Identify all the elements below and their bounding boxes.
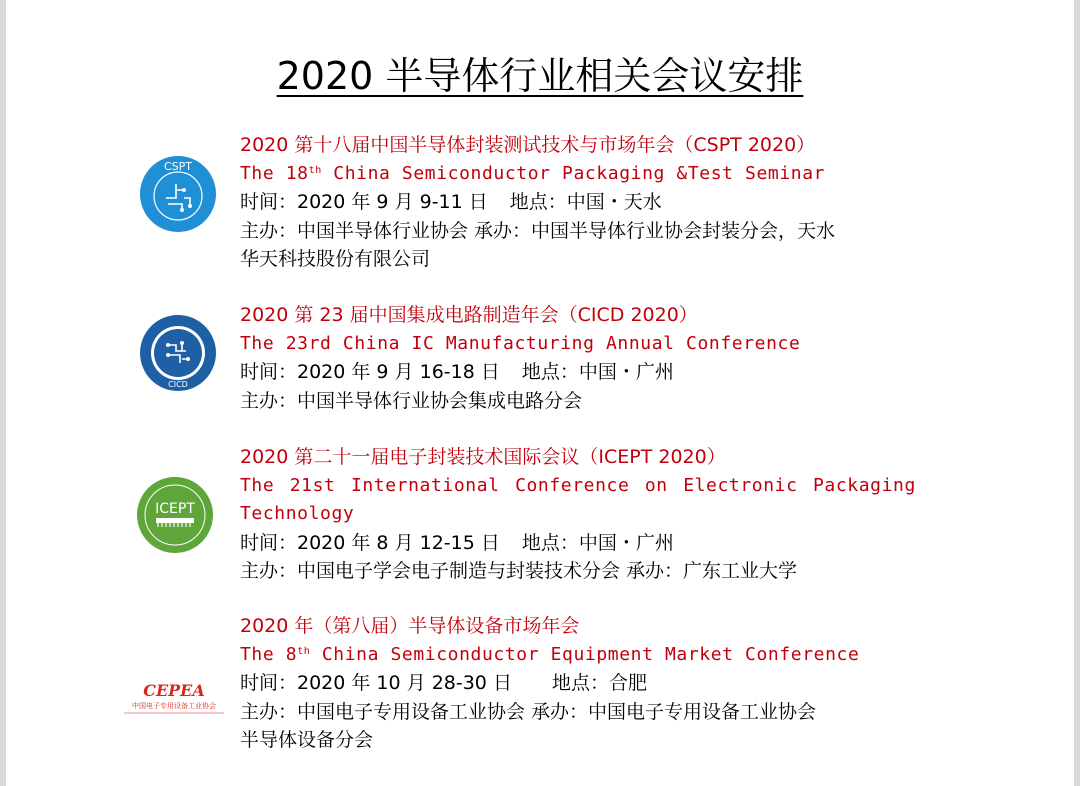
en-title-sup: th [297,645,311,657]
conference-2-zh-title: 2020 第 23 届中国集成电路制造年会（CICD 2020） [240,304,698,326]
conference-4-zh-title: 2020 年（第八届）半导体设备市场年会 [240,615,580,637]
conference-3 [240,443,920,586]
en-word: 21st [289,474,336,496]
conference-2-host: 主办：中国半导体行业协会集成电路分会 [240,389,583,412]
conference-place: 地点：合肥 [551,672,647,694]
conference-3-time-place [240,529,920,558]
conference-2-en-title: The 23rd China IC Manufacturing Annual Conference [240,332,801,354]
conference-4-host-cont: 半导体设备分会 [240,729,374,751]
en-word: The [240,474,275,496]
en-title-part: The 8 [240,643,298,665]
page-edge-left [0,0,6,786]
conference-1-host-cont: 华天科技股份有限公司 [240,248,431,270]
conference-3-en-title [240,472,916,501]
cicd-logo [138,313,218,393]
en-word: International [350,474,500,496]
conference-1-time-place [240,188,920,217]
cepea-logo [116,680,232,718]
page-title: 2020 半导体行业相关会议安排 [276,54,804,98]
conference-1-en-title [240,160,920,189]
conference-place: 地点：中国・广州 [521,531,674,554]
conference-3-zh-title: 2020 第二十一届电子封装技术国际会议（ICEPT 2020） [240,446,726,468]
cspt-logo [138,154,218,234]
en-word: on [644,474,668,496]
cicd-logo-text: CICD [168,380,188,389]
en-word: Conference [515,474,630,496]
en-title-part: China Semiconductor Packaging &Test Seminar [321,162,826,184]
conference-time: 时间：2020 年 10 月 28-30 日 [240,672,512,694]
conference-4 [240,612,920,755]
conference-time: 时间：2020 年 8 月 12-15 日 [240,531,500,554]
conference-1-zh-title: 2020 第十八届中国半导体封装测试技术与市场年会（CSPT 2020） [240,134,816,156]
conference-3-en-title-cont: Technology [240,503,355,524]
page-edge-right [1074,0,1080,786]
conference-4-en-title [240,641,920,670]
cepea-logo-text: CEPEA [143,681,205,700]
conference-2-time-place [240,358,920,387]
conference-4-host: 主办：中国电子专用设备工业协会 承办：中国电子专用设备工业协会 [240,700,817,723]
conference-1 [240,131,920,274]
icept-logo-text: ICEPT [155,501,195,517]
en-title-part: China Semiconductor Equipment Market Conference [310,643,860,665]
en-word: Electronic [683,474,798,496]
cspt-logo-text: CSPT [163,160,193,173]
icept-logo [136,476,214,554]
conference-time: 时间：2020 年 9 月 16-18 日 [240,361,500,383]
conference-2 [240,301,920,415]
cepea-logo-subtext: 中国电子专用设备工业协会 [132,702,216,710]
en-title-part: The 18 [240,162,309,184]
conference-time: 时间：2020 年 9 月 9-11 日 [240,191,488,213]
conference-1-host: 主办：中国半导体行业协会 承办：中国半导体行业协会封装分会，天水 [240,219,836,242]
en-title-sup: th [308,164,322,176]
conference-3-host: 主办：中国电子学会电子制造与封装技术分会 承办：广东工业大学 [240,560,798,582]
en-word: Packaging [813,474,916,496]
conference-place: 地点：中国・广州 [521,361,674,383]
conference-4-time-place [240,669,920,698]
conference-place: 地点：中国・天水 [509,191,662,213]
